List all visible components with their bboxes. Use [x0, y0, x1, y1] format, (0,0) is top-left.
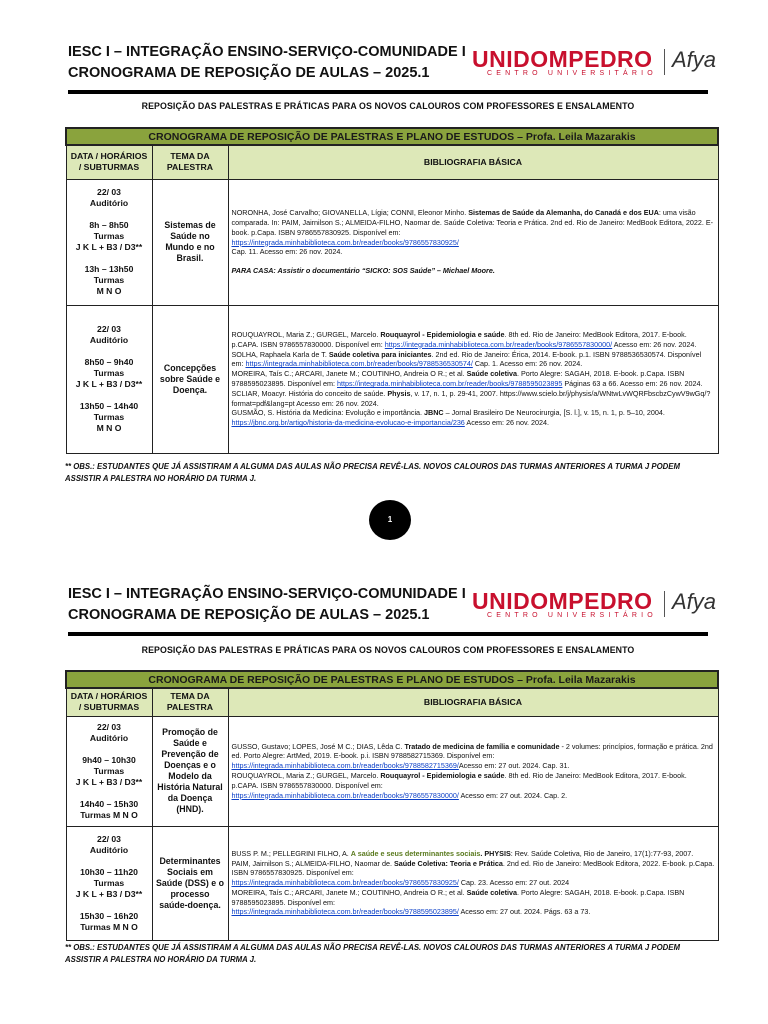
date-line: Turmas M N O	[80, 809, 138, 820]
ref-title: JBNC	[424, 408, 444, 418]
ref-link[interactable]: https://integrada.minhabiblioteca.com.br/reader/books/9788595023895	[337, 379, 563, 388]
date-cell	[66, 716, 152, 826]
logo-separator	[664, 591, 665, 617]
ref-title: . PHYSIS	[480, 848, 511, 858]
table-header-row	[66, 145, 718, 179]
date-line: Auditório	[89, 844, 129, 855]
ref-text: NORONHA, José Carvalho; GIOVANELLA, Lígia; CONNI, Eleonor Minho.	[231, 208, 469, 218]
theme-cell: Determinantes Sociais em Saúde (DSS) e o processo saúde-doença.	[152, 826, 228, 940]
logo-wordmark: UNIDOMPEDRO	[472, 588, 653, 614]
ref-link[interactable]: https://integrada.minhabiblioteca.com.br/reader/books/9788536530574/	[245, 359, 473, 369]
date-line: 22/ 03	[97, 324, 121, 334]
document-title	[68, 42, 466, 84]
table-row	[66, 716, 718, 826]
ref-text: Cap. 1. Acesso em: 26 nov. 2024.	[474, 359, 583, 369]
date-line: 13h – 13h50	[84, 264, 134, 274]
ref-title: Rouquayrol - Epidemiologia e saúde	[380, 330, 505, 340]
ref-text: . 2nd ed. Rio de Janeiro: Érica, 2014. E-book. p.1. ISBN 9788536530574. Disponível em:	[231, 349, 702, 369]
date-line: 15h30 – 16h20	[79, 910, 139, 921]
date-cell	[66, 179, 152, 305]
date-line: 10h30 – 11h20	[80, 866, 138, 877]
ref-title: Sistemas de Saúde da Alemanha, do Canadá e dos EUA	[468, 208, 659, 218]
ref-link[interactable]: https://integrada.minhabiblioteca.com.br/reader/books/9786557830000/	[231, 790, 459, 800]
title-line-1: IESC I – INTEGRAÇÃO ENSINO-SERVIÇO-COMUNIDADE I	[68, 44, 466, 60]
bibliography-cell	[228, 716, 718, 826]
logo-wordmark: UNIDOMPEDRO	[472, 46, 653, 72]
ref-title: Rouquayrol - Epidemiologia e saúde	[380, 771, 505, 780]
ref-text: . Porto Alegre: SAGAH, 2018. E-book. p.Capa. ISBN 9788595023895. Disponível em:	[231, 887, 685, 907]
date-line: 9h40 – 10h30	[82, 754, 136, 765]
institution-logo	[472, 45, 717, 81]
date-cell	[66, 826, 152, 940]
date-line: J K L + B3 / D3**	[75, 888, 143, 899]
date-gap	[69, 900, 150, 911]
table-row	[66, 826, 718, 940]
date-line: 13h50 – 14h40	[79, 401, 139, 411]
date-line: J K L + B3 / D3**	[75, 776, 143, 787]
date-gap	[69, 390, 150, 401]
bibliography-cell	[228, 179, 718, 305]
date-line: M N O	[96, 423, 122, 433]
bibliography-cell	[228, 305, 718, 453]
ref-text: . Porto Alegre: SAGAH, 2018. E-book. p.Capa. ISBN 9788595023895. Disponível em:	[231, 369, 685, 388]
ref-text: Acesso em: 26 nov. 2024.	[464, 418, 549, 428]
document-title	[68, 584, 466, 626]
ref-text: : Rev. Saúde Coletiva, Rio de Janeiro, 17(1):77-93, 2007.	[510, 848, 694, 858]
ref-title: Tratado de medicina de família e comunidade	[404, 741, 560, 751]
ref-link[interactable]: https://integrada.minhabiblioteca.com.br/reader/books/9786557830000/	[384, 339, 613, 349]
ref-text: Páginas 63 a 66. Acesso em: 26 nov. 2024.	[562, 379, 703, 388]
date-line: Turmas	[93, 412, 125, 422]
date-gap	[69, 788, 150, 799]
observation-note: ** OBS.: ESTUDANTES QUE JÁ ASSISTIRAM A ALGUMA DAS AULAS NÃO PRECISA REVÊ-LAS. NOVOS CALOUROS DAS TURMAS ANTERIORES A TURMA J PODEM ASSISTIR A PALESTRA NO HORÁRIO DA TURMA J.	[65, 462, 680, 483]
date-line: J K L + B3 / D3**	[75, 379, 143, 389]
ref-text: Cap. 23. Acesso em: 27 out. 2024	[458, 878, 570, 888]
ref-text: ROUQUAYROL, Maria Z.; GURGEL, Marcelo.	[231, 771, 381, 780]
table-header-row	[66, 688, 718, 716]
logo-subtitle: CENTRO UNIVERSITÁRIO	[487, 70, 657, 77]
date-line: Auditório	[89, 335, 129, 345]
ref-text: ROUQUAYROL, Maria Z.; GURGEL, Marcelo.	[231, 330, 381, 340]
date-cell	[66, 305, 152, 453]
ref-link[interactable]: https://integrada.minhabiblioteca.com.br/reader/books/9786557830925/	[231, 237, 459, 247]
ref-text: . 2nd ed. Rio de Janeiro: MedBook Editora, 2022. E-book. p.Capa. ISBN 9786557830925. Disponível em:	[231, 858, 715, 878]
ref-text: Cap. 11. Acesso em: 26 nov. 2024.	[231, 247, 343, 257]
schedule-table	[65, 127, 719, 454]
institution-logo	[472, 587, 717, 623]
ref-text: SOLHA, Raphaela Karla de T.	[231, 349, 329, 359]
date-line: 14h40 – 15h30	[79, 798, 139, 809]
title-line-2: CRONOGRAMA DE REPOSIÇÃO DE AULAS – 2025.1	[68, 65, 430, 81]
header-divider	[68, 90, 708, 94]
ref-title: Saúde coletiva para iniciantes	[328, 349, 432, 359]
title-line-1: IESC I – INTEGRAÇÃO ENSINO-SERVIÇO-COMUNIDADE I	[68, 586, 466, 602]
ref-text: BUSS P. M.; PELLEGRINI FILHO, A.	[231, 848, 351, 858]
date-line: Auditório	[89, 732, 129, 743]
document-subtitle: REPOSIÇÃO DAS PALESTRAS E PRÁTICAS PARA OS NOVOS CALOUROS COM PROFESSORES E ENSALAMENTO	[141, 645, 635, 655]
ref-link[interactable]: https://integrada.minhabiblioteca.com.br/reader/books/9788595023895/	[231, 907, 459, 917]
title-line-2: CRONOGRAMA DE REPOSIÇÃO DE AULAS – 2025.1	[68, 607, 430, 623]
bibliography-cell	[228, 826, 718, 940]
theme-cell: Concepções sobre Saúde e Doença.	[152, 305, 228, 453]
ref-text: . 8th ed. Rio de Janeiro: MedBook Editora, 2017. E-book. p.CAPA. ISBN 9786557830000. Disponível em:	[231, 771, 687, 790]
date-line: Turmas	[93, 231, 125, 241]
logo-subtitle: CENTRO UNIVERSITÁRIO	[487, 612, 657, 619]
ref-text: GUSMÃO, S. História da Medicina: Evolução e importância.	[231, 408, 425, 418]
ref-title: Saúde coletiva	[466, 369, 517, 379]
col-header-theme: TEMA DA PALESTRA	[152, 145, 228, 179]
date-line: Turmas M N O	[80, 921, 138, 932]
ref-text: Acesso em: 26 nov. 2024.	[612, 339, 697, 349]
theme-cell: Sistemas de Saúde no Mundo e no Brasil.	[152, 179, 228, 305]
col-header-date: DATA / HORÁRIOS / SUBTURMAS	[66, 145, 152, 179]
page-number-badge: 1	[369, 500, 411, 540]
ref-text: - 2 volumes: princípios, formação e prática. 2nd ed. Porto Alegre: ArtMed, 2019. E-book. p.i. ISBN 9788582715369. Disponível em:	[231, 741, 713, 761]
date-line: 22/ 03	[97, 721, 121, 732]
afya-logo: Afya	[672, 589, 717, 614]
date-gap	[69, 346, 150, 357]
table-row	[66, 179, 718, 305]
homework-note: PARA CASA: Assistir o documentário “SICKO: SOS Saúde” – Michael Moore.	[231, 266, 495, 276]
date-gap	[69, 856, 150, 867]
date-line: J K L + B3 / D3**	[75, 242, 143, 252]
ref-text: Acesso em: 27 out. 2024. Págs. 63 a 73.	[458, 907, 591, 917]
ref-text: : uma visão comparada. In: PAIM, Jairnilson S.; ALMEIDA-FILHO, Naomar de. Saúde Coletiva: Teoria e Prática. 2nd ed. Rio de Janeiro: MedBook Editora, 2022. E-book. p.Capa. ISBN 9786557830925. Disponível em:	[231, 208, 714, 237]
ref-text: MOREIRA, Taís C.; ARCARI, Janete M.; COUTINHO, Andreia O R.; et al.	[231, 887, 467, 897]
ref-text: PAIM, Jairnilson S.; ALMEIDA-FILHO, Naomar de.	[231, 858, 394, 868]
page-header	[68, 584, 717, 634]
document-page-2	[0, 548, 768, 1024]
document-subtitle: REPOSIÇÃO DAS PALESTRAS E PRÁTICAS PARA OS NOVOS CALOUROS COM PROFESSORES E ENSALAMENTO	[141, 101, 635, 111]
ref-link[interactable]: https://integrada.minhabiblioteca.com.br/reader/books/9786557830925/	[231, 878, 459, 888]
date-line: Turmas	[93, 877, 125, 888]
logo-separator	[664, 49, 665, 75]
ref-title: Physis	[387, 388, 411, 398]
ref-text: . 8th ed. Rio de Janeiro: MedBook Editora, 2017. E-book. p.CAPA. ISBN 9786557830000. Disponível em:	[231, 330, 687, 349]
col-header-bibliography: BIBLIOGRAFIA BÁSICA	[228, 145, 718, 179]
ref-title: Saúde Coletiva: Teoria e Prática	[393, 858, 503, 868]
col-header-bibliography: BIBLIOGRAFIA BÁSICA	[228, 688, 718, 716]
header-divider	[68, 632, 708, 636]
theme-cell: Promoção de Saúde e Prevenção de Doenças e o Modelo da História Natural da Doença (HND).	[152, 716, 228, 826]
date-line: Turmas	[93, 368, 125, 378]
ref-text: , v. 17, n. 1, p. 29-41, 2007. https://www.scielo.br/j/physis/a/WNtwLvWQRFbscbzCywV9wGq/?format=pdf&lang=pt Acesso em: 26 nov. 2024.	[231, 388, 711, 408]
ref-text: Acesso em: 27 out. 2024. Cap. 31.	[458, 761, 570, 771]
date-gap	[69, 744, 150, 755]
date-line: 8h – 8h50	[89, 220, 129, 230]
date-line: 22/ 03	[97, 833, 121, 844]
date-gap	[69, 253, 150, 264]
page-header	[68, 42, 717, 92]
ref-text: GUSSO, Gustavo; LOPES, José M C.; DIAS, Lêda C.	[231, 741, 405, 751]
ref-link[interactable]: https://jbnc.org.br/artigo/historia-da-medicina-evolucao-e-importancia/236	[231, 418, 465, 428]
ref-title: Saúde coletiva	[466, 887, 517, 897]
date-line: M N O	[96, 286, 122, 296]
col-header-date: DATA / HORÁRIOS / SUBTURMAS	[66, 688, 152, 716]
col-header-theme: TEMA DA PALESTRA	[152, 688, 228, 716]
date-line: Turmas	[93, 275, 125, 285]
date-line: Auditório	[89, 198, 129, 208]
ref-title: A saúde e seus determinantes sociais	[350, 848, 481, 858]
ref-text: SCLIAR, Moacyr. História do conceito de saúde.	[231, 388, 388, 398]
observation-note: ** OBS.: ESTUDANTES QUE JÁ ASSISTIRAM A ALGUMA DAS AULAS NÃO PRECISA REVÊ-LAS. NOVOS CALOUROS DAS TURMAS ANTERIORES A TURMA J PODEM ASSISTIR A PALESTRA NO HORÁRIO DA TURMA J.	[65, 943, 680, 964]
date-gap	[69, 209, 150, 220]
table-banner: CRONOGRAMA DE REPOSIÇÃO DE PALESTRAS E PLANO DE ESTUDOS – Profa. Leila Mazarakis	[66, 128, 718, 145]
ref-link[interactable]: https://integrada.minhabiblioteca.com.br/reader/books/9788582715369/	[231, 761, 459, 771]
date-line: 8h50 – 9h40	[84, 357, 134, 367]
afya-logo: Afya	[672, 47, 717, 72]
table-banner: CRONOGRAMA DE REPOSIÇÃO DE PALESTRAS E PLANO DE ESTUDOS – Profa. Leila Mazarakis	[66, 671, 718, 688]
ref-text: MOREIRA, Taís C.; ARCARI, Janete M.; COUTINHO, Andreia O R.; et al.	[231, 369, 467, 379]
schedule-table	[65, 670, 719, 941]
date-line: Turmas	[93, 765, 125, 776]
ref-text: Acesso em: 27 out. 2024. Cap. 2.	[458, 790, 568, 800]
ref-text: – Jornal Brasileiro De Neurocirurgia, [S. l.], v. 15, n. 1, p. 5–10, 2004.	[443, 408, 665, 418]
table-row	[66, 305, 718, 453]
date-line: 22/ 03	[97, 187, 121, 197]
